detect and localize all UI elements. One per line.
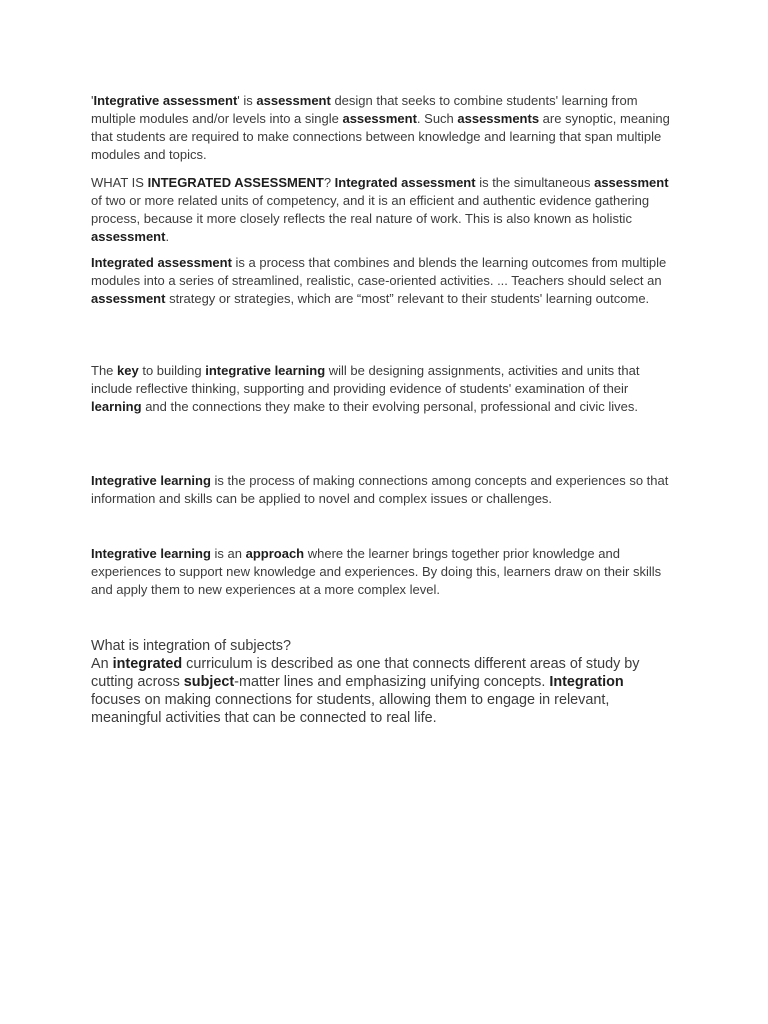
bold-term: Integrative learning bbox=[91, 473, 211, 488]
text: ? bbox=[323, 175, 335, 190]
bold-term: assessment bbox=[594, 175, 669, 190]
text: design that seeks to combine students' learning from multiple modules and/or levels into a single bbox=[91, 93, 638, 126]
paragraph-integrative-learning-process bbox=[91, 472, 683, 508]
bold-term: subject bbox=[183, 674, 235, 690]
text: and the connections they make to their evolving personal, professional and civic lives. bbox=[141, 399, 639, 414]
text: where the learner brings together prior knowledge and experiences to support new knowledge and experiences. By doing this, learners draw on their skills and apply them to new experiences at a more complex level. bbox=[91, 546, 662, 597]
text: are synoptic, meaning that students are required to make connections between knowledge and learning that span multiple modules and topics. bbox=[91, 111, 670, 162]
paragraph-integrated-assessment-process bbox=[91, 254, 671, 308]
bold-term: Integration bbox=[549, 674, 624, 690]
paragraph-what-is-integrated-assessment bbox=[91, 174, 681, 246]
paragraph-integrative-learning-approach bbox=[91, 545, 671, 599]
text: will be designing assignments, activities and units that include reflective thinking, supporting and providing evidence of students' examination of their bbox=[91, 363, 640, 396]
text: focuses on making connections for students, allowing them to engage in relevant, meaningful activities that can be connected to real life. bbox=[91, 692, 610, 726]
text: strategy or strategies, which are “most” relevant to their students' learning outcome. bbox=[165, 291, 650, 306]
text: . Such bbox=[416, 111, 458, 126]
question-heading: What is integration of subjects? bbox=[91, 638, 291, 654]
bold-term: Integrated assessment bbox=[91, 255, 232, 270]
text: is the simultaneous bbox=[475, 175, 595, 190]
text: . bbox=[165, 229, 170, 244]
text: is a process that combines and blends the learning outcomes from multiple modules into a series of streamlined, realistic, case-oriented activities. ... Teachers should select an bbox=[91, 255, 667, 288]
section-integration-of-subjects bbox=[91, 637, 691, 727]
bold-term: Integrative assessment bbox=[93, 93, 238, 108]
text: of two or more related units of competency, and it is an efficient and authentic evidence gathering process, because it more closely reflects the real nature of work. This is also known as holistic bbox=[91, 193, 650, 226]
bold-term: assessment bbox=[256, 93, 331, 108]
text: The bbox=[91, 363, 118, 378]
bold-term: approach bbox=[245, 546, 305, 561]
paragraph-key-integrative-learning bbox=[91, 362, 681, 416]
text: ' bbox=[91, 93, 94, 108]
text: curriculum is described as one that connects different areas of study by cutting across bbox=[91, 656, 640, 690]
text: ' is bbox=[237, 93, 257, 108]
text: An bbox=[91, 656, 113, 672]
bold-term: Integrative learning bbox=[91, 546, 211, 561]
text: is an bbox=[210, 546, 246, 561]
bold-term: key bbox=[117, 363, 139, 378]
bold-term: assessment bbox=[91, 229, 166, 244]
bold-term: learning bbox=[91, 399, 142, 414]
text: to building bbox=[138, 363, 206, 378]
text: WHAT IS bbox=[91, 175, 148, 190]
bold-term: assessment bbox=[91, 291, 166, 306]
bold-term: integrated bbox=[112, 656, 183, 672]
text: is the process of making connections among concepts and experiences so that information and skills can be applied to novel and complex issues or challenges. bbox=[91, 473, 669, 506]
bold-term: INTEGRATED ASSESSMENT bbox=[147, 175, 324, 190]
paragraph-integrative-assessment bbox=[91, 92, 676, 164]
text: -matter lines and emphasizing unifying concepts. bbox=[234, 674, 550, 690]
paragraph-integrated-curriculum bbox=[91, 655, 673, 727]
bold-term: integrative learning bbox=[205, 363, 326, 378]
bold-term: Integrated assessment bbox=[334, 175, 476, 190]
bold-term: assessment bbox=[342, 111, 417, 126]
bold-term: assessments bbox=[457, 111, 540, 126]
